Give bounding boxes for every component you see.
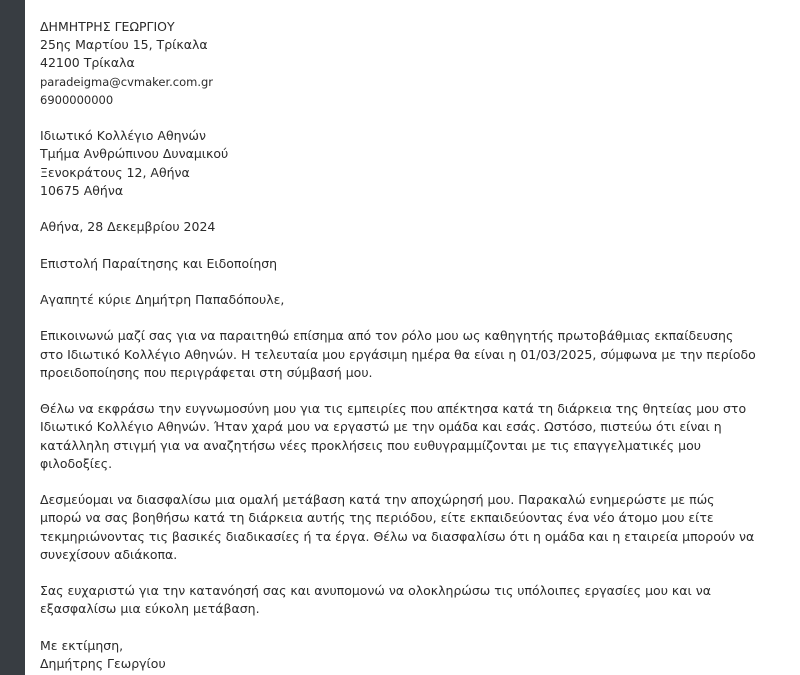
body-paragraph (40, 400, 780, 473)
spacer (40, 200, 780, 218)
spacer (40, 273, 780, 291)
recipient-organization: Ιδιωτικό Κολλέγιο Αθηνών (40, 128, 206, 144)
letter-salutation: Αγαπητέ κύριε Δημήτρη Παπαδόπουλε, (40, 291, 285, 307)
paragraph-line: εξασφαλίσω μια εύκολη μετάβαση. (40, 601, 260, 617)
letter-date: Αθήνα, 28 Δεκεμβρίου 2024 (40, 219, 216, 235)
body-paragraph (40, 327, 780, 382)
letter-subject: Επιστολή Παραίτησης και Ειδοποίηση (40, 255, 278, 271)
recipient-department: Τμήμα Ανθρώπινου Δυναμικού (40, 146, 229, 162)
spacer (40, 619, 780, 637)
spacer (40, 309, 780, 327)
paragraph-line: Επικοινωνώ μαζί σας για να παραιτηθώ επίσημα από τον ρόλο μου ως καθηγητής πρωτοβάθμιας εκπαίδευσης (40, 328, 734, 344)
resignation-letter (40, 18, 780, 673)
sender-email: paradeigma@cvmaker.com.gr (40, 74, 214, 89)
left-sidebar-strip (0, 0, 25, 675)
paragraph-line: στο Ιδιωτικό Κολλέγιο Αθηνών. Η τελευταία μου εργάσιμη ημέρα θα είναι η 01/03/2025, σύμφωνα με την περίοδο (40, 346, 756, 362)
paragraph-line: συνεχίσουν αδιάκοπα. (40, 546, 178, 562)
paragraph-line: Δεσμεύομαι να διασφαλίσω μια ομαλή μετάβαση κατά την αποχώρησή μου. Παρακαλώ ενημερώστε με πώς (40, 492, 715, 508)
sender-street: 25ης Μαρτίου 15, Τρίκαλα (40, 37, 208, 53)
recipient-street: Ξενοκράτους 12, Αθήνα (40, 164, 190, 180)
body-paragraph (40, 582, 780, 618)
spacer (40, 382, 780, 400)
spacer (40, 473, 780, 491)
sender-postal-city: 42100 Τρίκαλα (40, 55, 135, 71)
sender-name: ΔΗΜΗΤΡΗΣ ΓΕΩΡΓΙΟΥ (40, 19, 175, 34)
paragraph-line: προειδοποίησης που περιγράφεται στη σύμβασή μου. (40, 364, 373, 380)
recipient-postal-city: 10675 Αθήνα (40, 182, 124, 198)
paragraph-line: κατάλληλη στιγμή για να αναζητήσω νέες προκλήσεις που ευθυγραμμίζονται με τις επαγγελματικές μου (40, 437, 701, 453)
paragraph-line: τεκμηριώνοντας τις βασικές διαδικασίες ή τα έργα. Θέλω να διασφαλίσω ότι η ομάδα και η εταιρεία μπορούν να (40, 528, 755, 544)
spacer (40, 236, 780, 254)
sender-phone: 6900000000 (40, 92, 114, 107)
letter-closing: Με εκτίμηση, (40, 637, 124, 653)
spacer (40, 109, 780, 127)
paragraph-line: Ιδιωτικό Κολλέγιο Αθηνών. Ήταν χαρά μου να εργαστώ με την ομάδα και εσάς. Ωστόσο, πιστεύω ότι είναι η (40, 419, 722, 435)
letter-signature: Δημήτρης Γεωργίου (40, 655, 166, 671)
spacer (40, 564, 780, 582)
body-paragraph (40, 491, 780, 564)
sender-block (40, 18, 780, 109)
paragraph-line: Σας ευχαριστώ για την κατανόησή σας και ανυπομονώ να ολοκληρώσω τις υπόλοιπες εργασίες μου και να (40, 583, 711, 599)
paragraph-line: Θέλω να εκφράσω την ευγνωμοσύνη μου για τις εμπειρίες που απέκτησα κατά τη διάρκεια της θητείας μου στο (40, 401, 747, 417)
paragraph-line: φιλοδοξίες. (40, 455, 113, 471)
recipient-block (40, 127, 780, 200)
paragraph-line: μπορώ να σας βοηθήσω κατά τη διάρκεια αυτής της περιόδου, είτε εκπαιδεύοντας ένα νέο άτομο μου είτε (40, 510, 714, 526)
